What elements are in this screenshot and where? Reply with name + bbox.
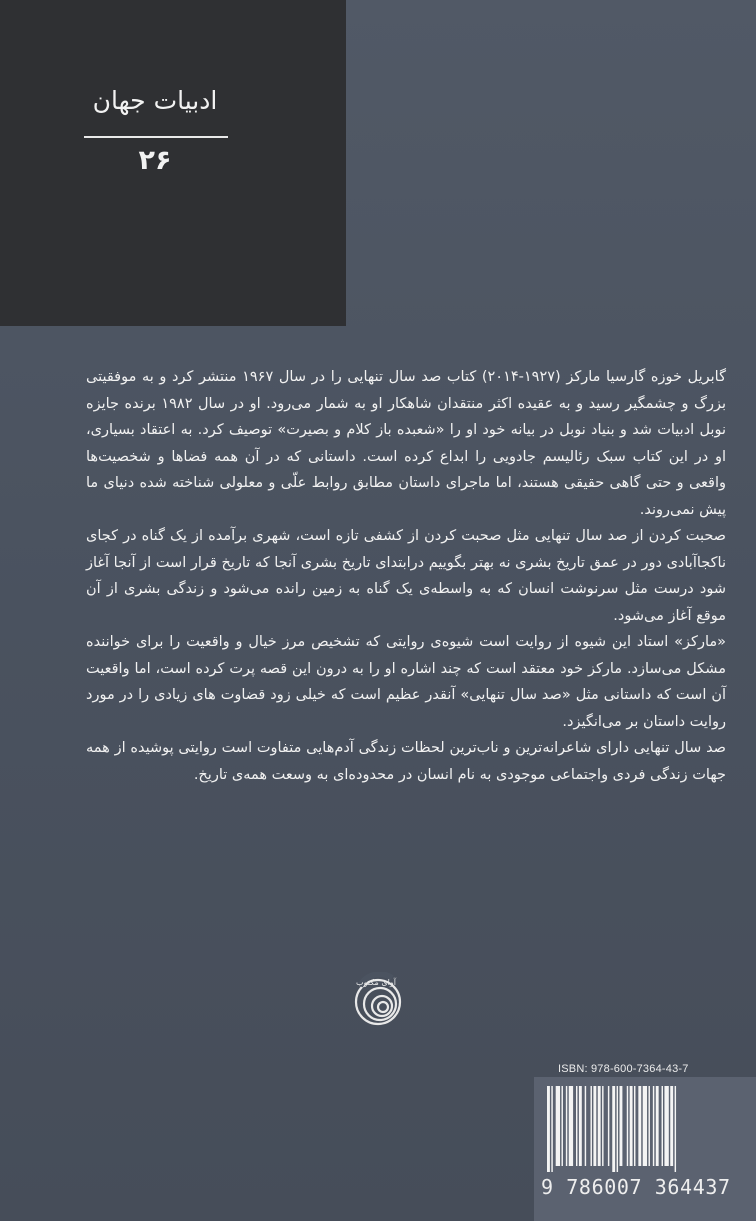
barcode-bar	[649, 1086, 650, 1166]
barcode-bar	[643, 1086, 647, 1166]
barcode-bar	[653, 1086, 654, 1166]
series-title: ادبیات جهان	[92, 86, 218, 115]
isbn-label: ISBN: 978-600-7364-43-7	[558, 1063, 689, 1075]
barcode-bar	[562, 1086, 563, 1166]
barcode	[545, 1086, 735, 1172]
blurb-paragraph: صد سال تنهایی دارای شاعرانه‌ترین و ناب‌ترین لحظات زندگی آدم‌هایی متفاوت است روایتی پوشیده از همه جهات زندگی فردی واجتماعی موجودی به نام انسان در محدوده‌ای به وسعت همه‌ی تاریخ.	[86, 740, 726, 783]
barcode-bar	[569, 1086, 573, 1166]
barcode-bar	[547, 1086, 550, 1172]
blurb-paragraph: «مارکز» استاد این شیوه از روایت است شیوه‌ی روایتی که تشخیص مرز خیال و واقعیت را برای خواننده مشکل می‌سازد. مارکز خود معتقد است که چند اشاره او را به درون این قصه پرت کرده است، اما واقعیت آن است که داستانی مثل «صد سال تنهایی» آنقدر عظیم است که خیلی زود قضاوت های زیادی را در مورد روایت داستان بر می‌انگیزد.	[86, 634, 726, 730]
barcode-bar	[627, 1086, 628, 1166]
series-label-box	[0, 0, 346, 326]
barcode-bar	[551, 1086, 552, 1172]
blurb-paragraph: صحبت کردن از صد سال تنهایی مثل صحبت کردن از کشفی تازه است، شهری برآمده از یک گناه در کجای ناکجاآبادی دور در عمق تاریخ بشری نه بهتر بگوییم درابتدای تاریخ بشری آنجا که تاریخ قرار است از آنجا آغاز شود درست مثل سرنوشت انسان که به واسطه‌ی یک گناه به زمین رانده می‌شود و زندگی بشری از آن موقع آغاز می‌شود.	[86, 528, 726, 624]
barcode-bar	[579, 1086, 582, 1166]
barcode-bar	[591, 1086, 592, 1166]
barcode-bar	[662, 1086, 663, 1166]
barcode-digits: 9 786007 364437	[541, 1175, 731, 1199]
publisher-name: آوای مکتوب	[356, 978, 396, 987]
series-divider	[84, 136, 228, 138]
barcode-bar	[556, 1086, 560, 1166]
barcode-bar	[598, 1086, 601, 1166]
barcode-bar	[617, 1086, 618, 1172]
blurb-text	[86, 364, 726, 788]
barcode-bar	[612, 1086, 615, 1172]
barcode-bar	[620, 1086, 623, 1166]
publisher-logo	[352, 972, 408, 1028]
series-number: ۲۶	[138, 145, 172, 176]
barcode-bar	[602, 1086, 603, 1166]
barcode-bar	[630, 1086, 633, 1166]
barcode-bar	[664, 1086, 668, 1166]
barcode-bar	[675, 1086, 676, 1172]
barcode-bar	[656, 1086, 659, 1166]
barcode-bar	[566, 1086, 567, 1166]
barcode-bar	[585, 1086, 586, 1166]
barcode-bar	[634, 1086, 635, 1166]
barcode-bar	[593, 1086, 596, 1166]
barcode-bar	[608, 1086, 609, 1166]
barcode-bar	[670, 1086, 673, 1166]
blurb-paragraph: گابریل خوزه گارسیا مارکز (۱۹۲۷-۲۰۱۴) کتاب صد سال تنهایی را در سال ۱۹۶۷ منتشر کرد و به موفقیتی بزرگ و چشمگیر رسید و به عقیده اکثر منتقدان شاهکار او به شمار می‌رود. او در سال ۱۹۸۲ برنده جایزه نوبل ادبیات شد و بنیاد نوبل در بیانه خود او را «شعبده باز کلام و بصیرت» توصیف کرد. به اعتقاد بسیاری، او در این کتاب سبک رئالیسم جادویی را ابداع کرده است. داستانی که در آن همه فضاها و شخصیت‌ها واقعی و حتی گاهی حقیقی هستند، اما ماجرای داستان مطابق روابط علّی و معلولی شناخته شده دنیای ما پیش نمی‌روند.	[86, 369, 726, 518]
barcode-bar	[638, 1086, 641, 1166]
barcode-bar	[576, 1086, 577, 1166]
